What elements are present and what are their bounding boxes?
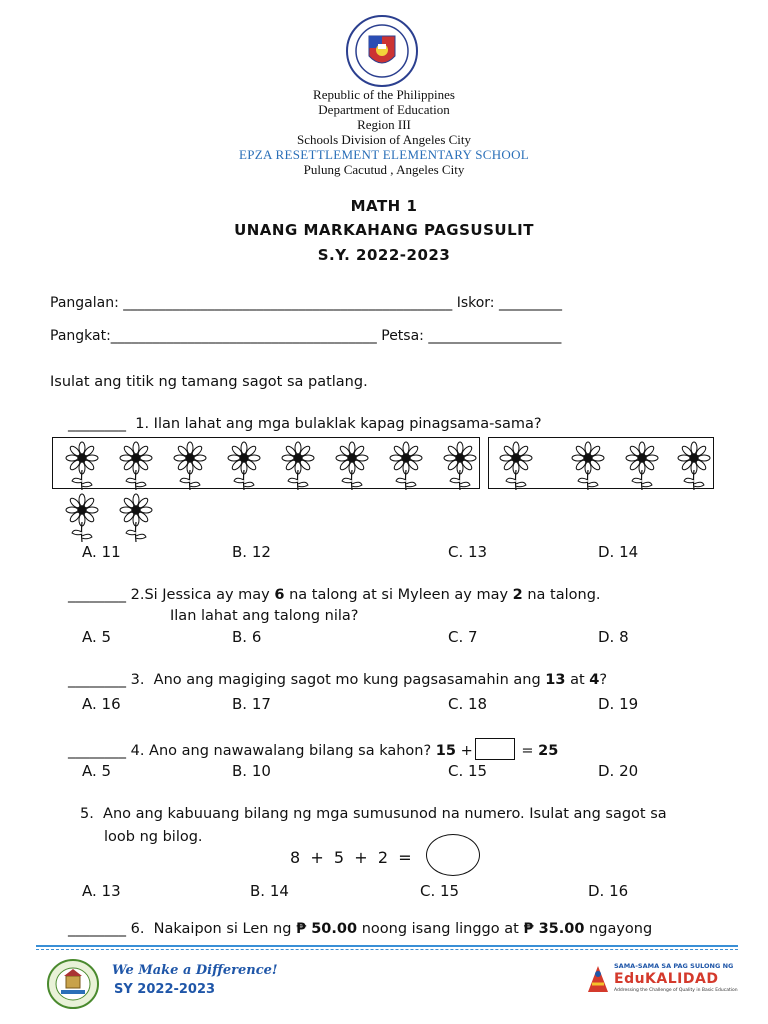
header-line: Schools Division of Angeles City: [296, 132, 472, 147]
q5-option-b[interactable]: B. 14: [250, 882, 289, 900]
flower-icon: [496, 440, 536, 490]
peso-sign: ₱: [523, 921, 534, 937]
q6-amount: 50.00: [306, 921, 358, 937]
q3-text: ________ 3. Ano ang magiging sagot mo kung pagsasamahin ang: [68, 672, 546, 688]
question-6: [68, 921, 652, 937]
flower-icon: [332, 440, 372, 490]
q3-option-b[interactable]: B. 17: [232, 695, 271, 713]
q5-option-c[interactable]: C. 15: [420, 882, 460, 900]
q6-text: ngayong: [584, 921, 653, 937]
q2-text: ________ 2.Si Jessica ay may: [68, 587, 275, 603]
edukalidad-small-text: SAMA-SAMA SA PAG SULONG NG: [614, 962, 734, 970]
flower-icon: [568, 440, 608, 490]
q4-option-b[interactable]: B. 10: [232, 762, 271, 780]
q2-text: na talong at si Myleen ay may: [284, 587, 513, 603]
flower-icon: [116, 492, 156, 542]
q4-option-c[interactable]: C. 15: [448, 762, 488, 780]
q4-operator: +: [455, 743, 473, 759]
edukalidad-tagline: Addressing the Challenge of Quality in Basic Education: [614, 988, 738, 993]
flower-icon: [674, 440, 714, 490]
q4-operator: =: [516, 743, 539, 759]
q3-number: 4: [589, 672, 600, 688]
footer-school-year: SY 2022-2023: [114, 982, 216, 997]
q5-equation: 8 + 5 + 2 =: [290, 848, 412, 867]
q2-text: na talong.: [522, 587, 601, 603]
edukalidad-brand: EduKALIDAD: [614, 971, 719, 987]
header-line: Department of Education: [318, 102, 450, 117]
footer-motto: We Make a Difference!: [112, 963, 278, 978]
q2-option-c[interactable]: C. 7: [448, 628, 478, 646]
q5-option-d[interactable]: D. 16: [588, 882, 629, 900]
footer-rule: [36, 945, 738, 947]
q6-text: ________ 6. Nakaipon si Len ng: [68, 921, 297, 937]
q3-option-d[interactable]: D. 19: [598, 695, 639, 713]
school-logo: [46, 958, 100, 1010]
peso-sign: ₱: [296, 921, 307, 937]
q5-option-a[interactable]: A. 13: [82, 882, 121, 900]
q3-option-a[interactable]: A. 16: [82, 695, 121, 713]
school-name: EPZA RESETTLEMENT ELEMENTARY SCHOOL: [238, 147, 530, 162]
q2-option-d[interactable]: D. 8: [598, 628, 629, 646]
q2-option-a[interactable]: A. 5: [82, 628, 112, 646]
q3-text: at: [565, 672, 590, 688]
footer-rule-dashed: [36, 949, 738, 950]
name-score-field[interactable]: Pangalan: _______________________________________________ Iskor: _________: [50, 295, 562, 311]
flower-icon: [278, 440, 318, 490]
q1-option-d[interactable]: D. 14: [598, 543, 639, 561]
question-2-line-2: Ilan lahat ang talong nila?: [170, 608, 359, 624]
school-year: S.Y. 2022-2023: [317, 246, 451, 264]
question-3: [68, 672, 607, 688]
flower-icon: [62, 440, 102, 490]
question-2: [68, 587, 601, 603]
exam-title: UNANG MARKAHANG PAGSUSULIT: [234, 221, 534, 239]
q4-option-d[interactable]: D. 20: [598, 762, 639, 780]
q3-number: 13: [545, 672, 566, 688]
flower-icon: [622, 440, 662, 490]
q2-number: 6: [274, 587, 285, 603]
q1-option-a[interactable]: A. 11: [82, 543, 121, 561]
exam-subject: MATH 1: [350, 197, 418, 215]
section-date-field[interactable]: Pangkat:______________________________________ Petsa: ___________________: [50, 328, 562, 344]
q1-option-b[interactable]: B. 12: [232, 543, 271, 561]
answer-circle[interactable]: [426, 834, 480, 876]
q6-amount: 35.00: [533, 921, 585, 937]
q4-number: 25: [538, 743, 559, 759]
q4-option-a[interactable]: A. 5: [82, 762, 112, 780]
question-4: [68, 738, 558, 760]
flower-icon: [440, 440, 480, 490]
flower-icon: [116, 440, 156, 490]
flower-icon: [62, 492, 102, 542]
edukalidad-logo: [584, 958, 738, 998]
q4-number: 15: [435, 743, 456, 759]
q1-option-c[interactable]: C. 13: [448, 543, 488, 561]
question-1: ________ 1. Ilan lahat ang mga bulaklak kapag pinagsama-sama?: [68, 416, 542, 432]
instruction: Isulat ang titik ng tamang sagot sa patlang.: [50, 374, 368, 390]
q3-text: ?: [599, 672, 608, 688]
school-address: Pulung Cacutud , Angeles City: [303, 162, 465, 177]
question-5: 5. Ano ang kabuuang bilang ng mga sumusunod na numero. Isulat ang sagot sa: [80, 806, 667, 822]
flower-icon: [224, 440, 264, 490]
q6-text: noong isang linggo at: [357, 921, 524, 937]
header-line: Region III: [357, 117, 411, 132]
answer-box[interactable]: [475, 738, 515, 760]
deped-seal: [345, 14, 419, 88]
q4-text: ________ 4. Ano ang nawawalang bilang sa kahon?: [68, 743, 436, 759]
q3-option-c[interactable]: C. 18: [448, 695, 488, 713]
q2-option-b[interactable]: B. 6: [232, 628, 262, 646]
flower-icon: [386, 440, 426, 490]
header-line: Republic of the Philippines: [313, 87, 455, 102]
flower-icon: [170, 440, 210, 490]
header-lines: [0, 87, 768, 177]
question-5-line-2: loob ng bilog.: [104, 829, 203, 845]
q2-number: 2: [512, 587, 523, 603]
